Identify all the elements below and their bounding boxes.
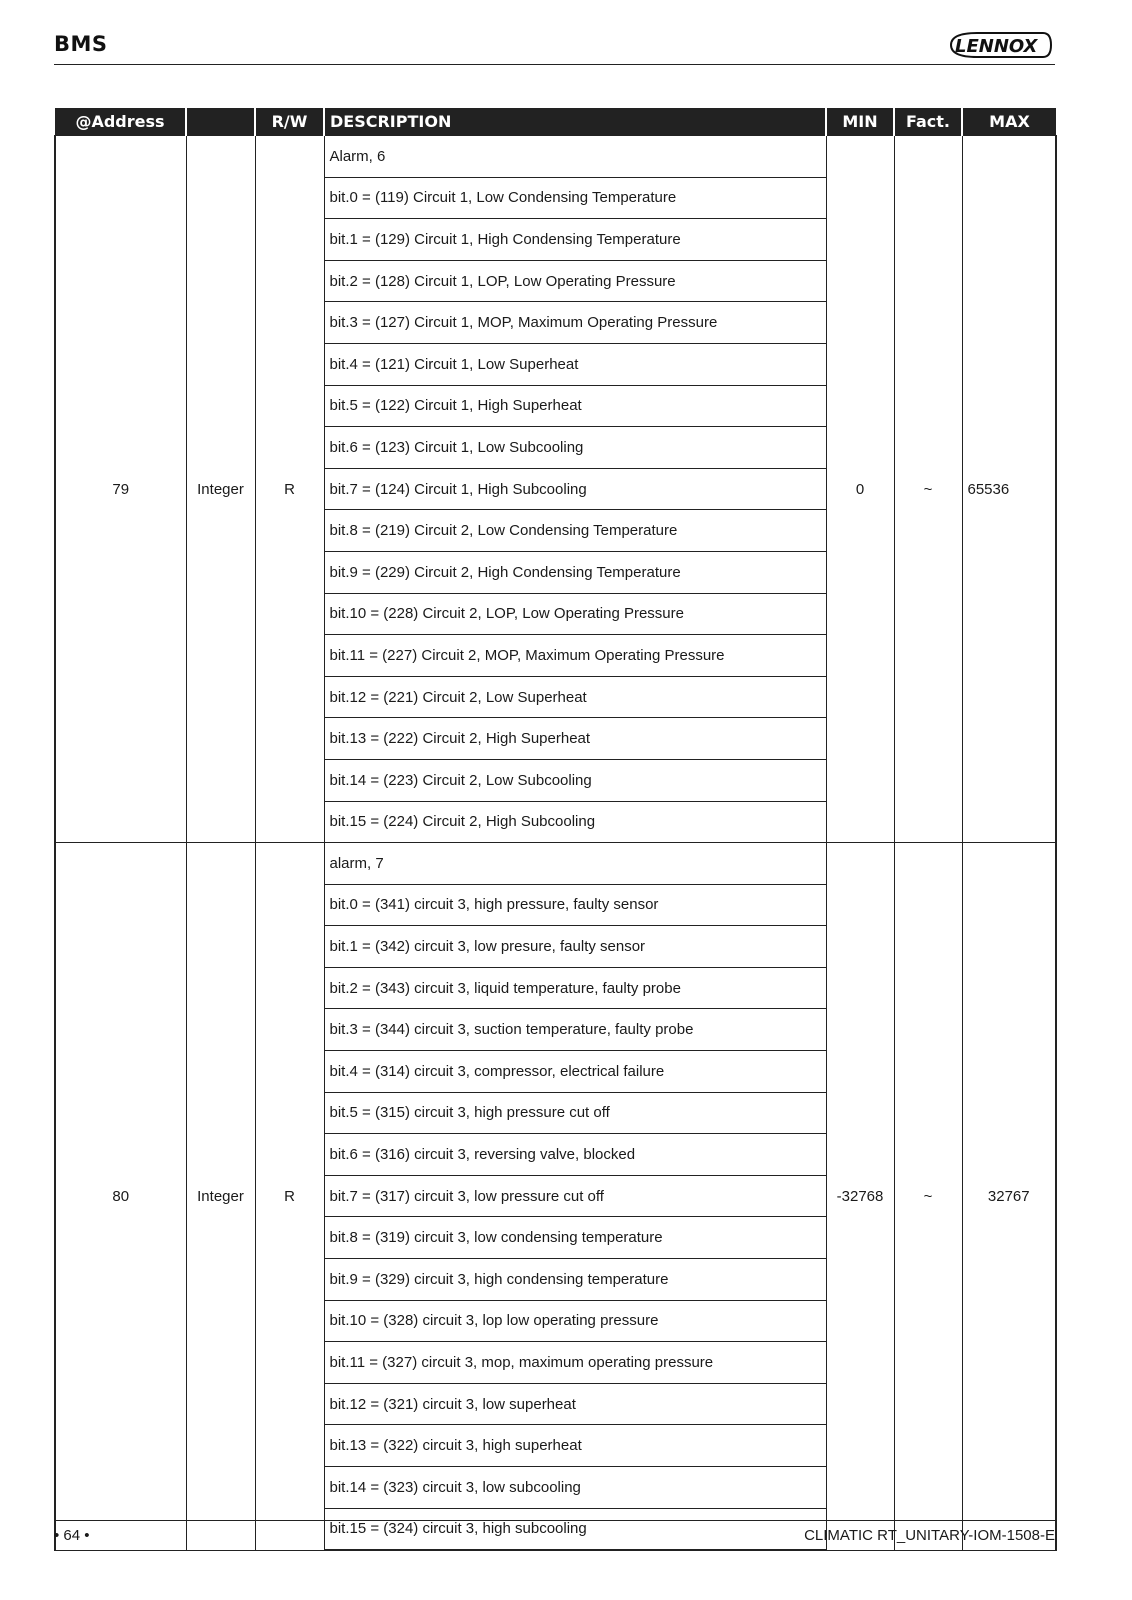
description-cell: bit.14 = (223) Circuit 2, Low Subcooling	[324, 759, 826, 801]
description-cell: bit.8 = (319) circuit 3, low condensing temperature	[324, 1217, 826, 1259]
column-header-rw: R/W	[255, 108, 324, 136]
fact-cell: ~	[894, 136, 962, 843]
description-cell: bit.1 = (129) Circuit 1, High Condensing Temperature	[324, 219, 826, 261]
column-header-max: MAX	[962, 108, 1056, 136]
description-cell: bit.2 = (343) circuit 3, liquid temperature, faulty probe	[324, 967, 826, 1009]
table-row-first	[55, 843, 1056, 885]
description-cell: bit.2 = (128) Circuit 1, LOP, Low Operating Pressure	[324, 260, 826, 302]
bms-register-table	[54, 108, 1057, 1551]
description-cell: bit.8 = (219) Circuit 2, Low Condensing Temperature	[324, 510, 826, 552]
rw-cell: R	[255, 843, 324, 1551]
description-cell: bit.7 = (317) circuit 3, low pressure cut off	[324, 1175, 826, 1217]
description-cell: bit.14 = (323) circuit 3, low subcooling	[324, 1467, 826, 1509]
column-header-min: MIN	[826, 108, 894, 136]
description-cell: bit.13 = (322) circuit 3, high superheat	[324, 1425, 826, 1467]
description-cell: bit.11 = (227) Circuit 2, MOP, Maximum Operating Pressure	[324, 635, 826, 677]
min-cell: 0	[826, 136, 894, 843]
page-number: • 64 •	[54, 1527, 90, 1544]
address-cell: 79	[55, 136, 186, 843]
description-cell: bit.4 = (314) circuit 3, compressor, electrical failure	[324, 1051, 826, 1093]
description-cell: bit.0 = (119) Circuit 1, Low Condensing Temperature	[324, 177, 826, 219]
description-cell: bit.15 = (324) circuit 3, high subcooling	[324, 1508, 826, 1550]
page-header	[54, 28, 1055, 65]
fact-cell: ~	[894, 843, 962, 1551]
lennox-logo	[947, 30, 1053, 60]
type-cell: Integer	[186, 843, 255, 1551]
description-cell: bit.3 = (127) Circuit 1, MOP, Maximum Operating Pressure	[324, 302, 826, 344]
description-cell: bit.9 = (229) Circuit 2, High Condensing Temperature	[324, 551, 826, 593]
description-cell: bit.10 = (328) circuit 3, lop low operating pressure	[324, 1300, 826, 1342]
description-cell: bit.15 = (224) Circuit 2, High Subcooling	[324, 801, 826, 843]
column-header-type	[186, 108, 255, 136]
description-cell: bit.13 = (222) Circuit 2, High Superheat	[324, 718, 826, 760]
description-cell: bit.0 = (341) circuit 3, high pressure, faulty sensor	[324, 884, 826, 926]
description-cell: Alarm, 6	[324, 136, 826, 178]
rw-cell: R	[255, 136, 324, 843]
type-cell: Integer	[186, 136, 255, 843]
document-reference: CLIMATIC RT_UNITARY-IOM-1508-E	[804, 1527, 1055, 1544]
section-title: BMS	[54, 32, 108, 56]
description-cell: bit.3 = (344) circuit 3, suction temperature, faulty probe	[324, 1009, 826, 1051]
max-cell: 32767	[962, 843, 1056, 1551]
column-header-address: @Address	[55, 108, 186, 136]
description-cell: bit.6 = (123) Circuit 1, Low Subcooling	[324, 427, 826, 469]
description-cell: alarm, 7	[324, 843, 826, 885]
description-cell: bit.5 = (315) circuit 3, high pressure cut off	[324, 1092, 826, 1134]
description-cell: bit.5 = (122) Circuit 1, High Superheat	[324, 385, 826, 427]
description-cell: bit.9 = (329) circuit 3, high condensing temperature	[324, 1259, 826, 1301]
max-cell: 65536	[962, 136, 1056, 843]
description-cell: bit.1 = (342) circuit 3, low presure, faulty sensor	[324, 926, 826, 968]
column-header-description: DESCRIPTION	[324, 108, 826, 136]
table-header-row	[55, 108, 1056, 136]
description-cell: bit.4 = (121) Circuit 1, Low Superheat	[324, 343, 826, 385]
address-cell: 80	[55, 843, 186, 1551]
brand-wordmark: LENNOX	[955, 36, 1038, 57]
description-cell: bit.12 = (321) circuit 3, low superheat	[324, 1383, 826, 1425]
min-cell: -32768	[826, 843, 894, 1551]
table-row-first	[55, 136, 1056, 178]
description-cell: bit.6 = (316) circuit 3, reversing valve, blocked	[324, 1134, 826, 1176]
description-cell: bit.12 = (221) Circuit 2, Low Superheat	[324, 676, 826, 718]
description-cell: bit.11 = (327) circuit 3, mop, maximum operating pressure	[324, 1342, 826, 1384]
description-cell: bit.10 = (228) Circuit 2, LOP, Low Operating Pressure	[324, 593, 826, 635]
table-body	[55, 136, 1056, 1551]
column-header-fact: Fact.	[894, 108, 962, 136]
page-footer	[54, 1520, 1055, 1551]
description-cell: bit.7 = (124) Circuit 1, High Subcooling	[324, 468, 826, 510]
